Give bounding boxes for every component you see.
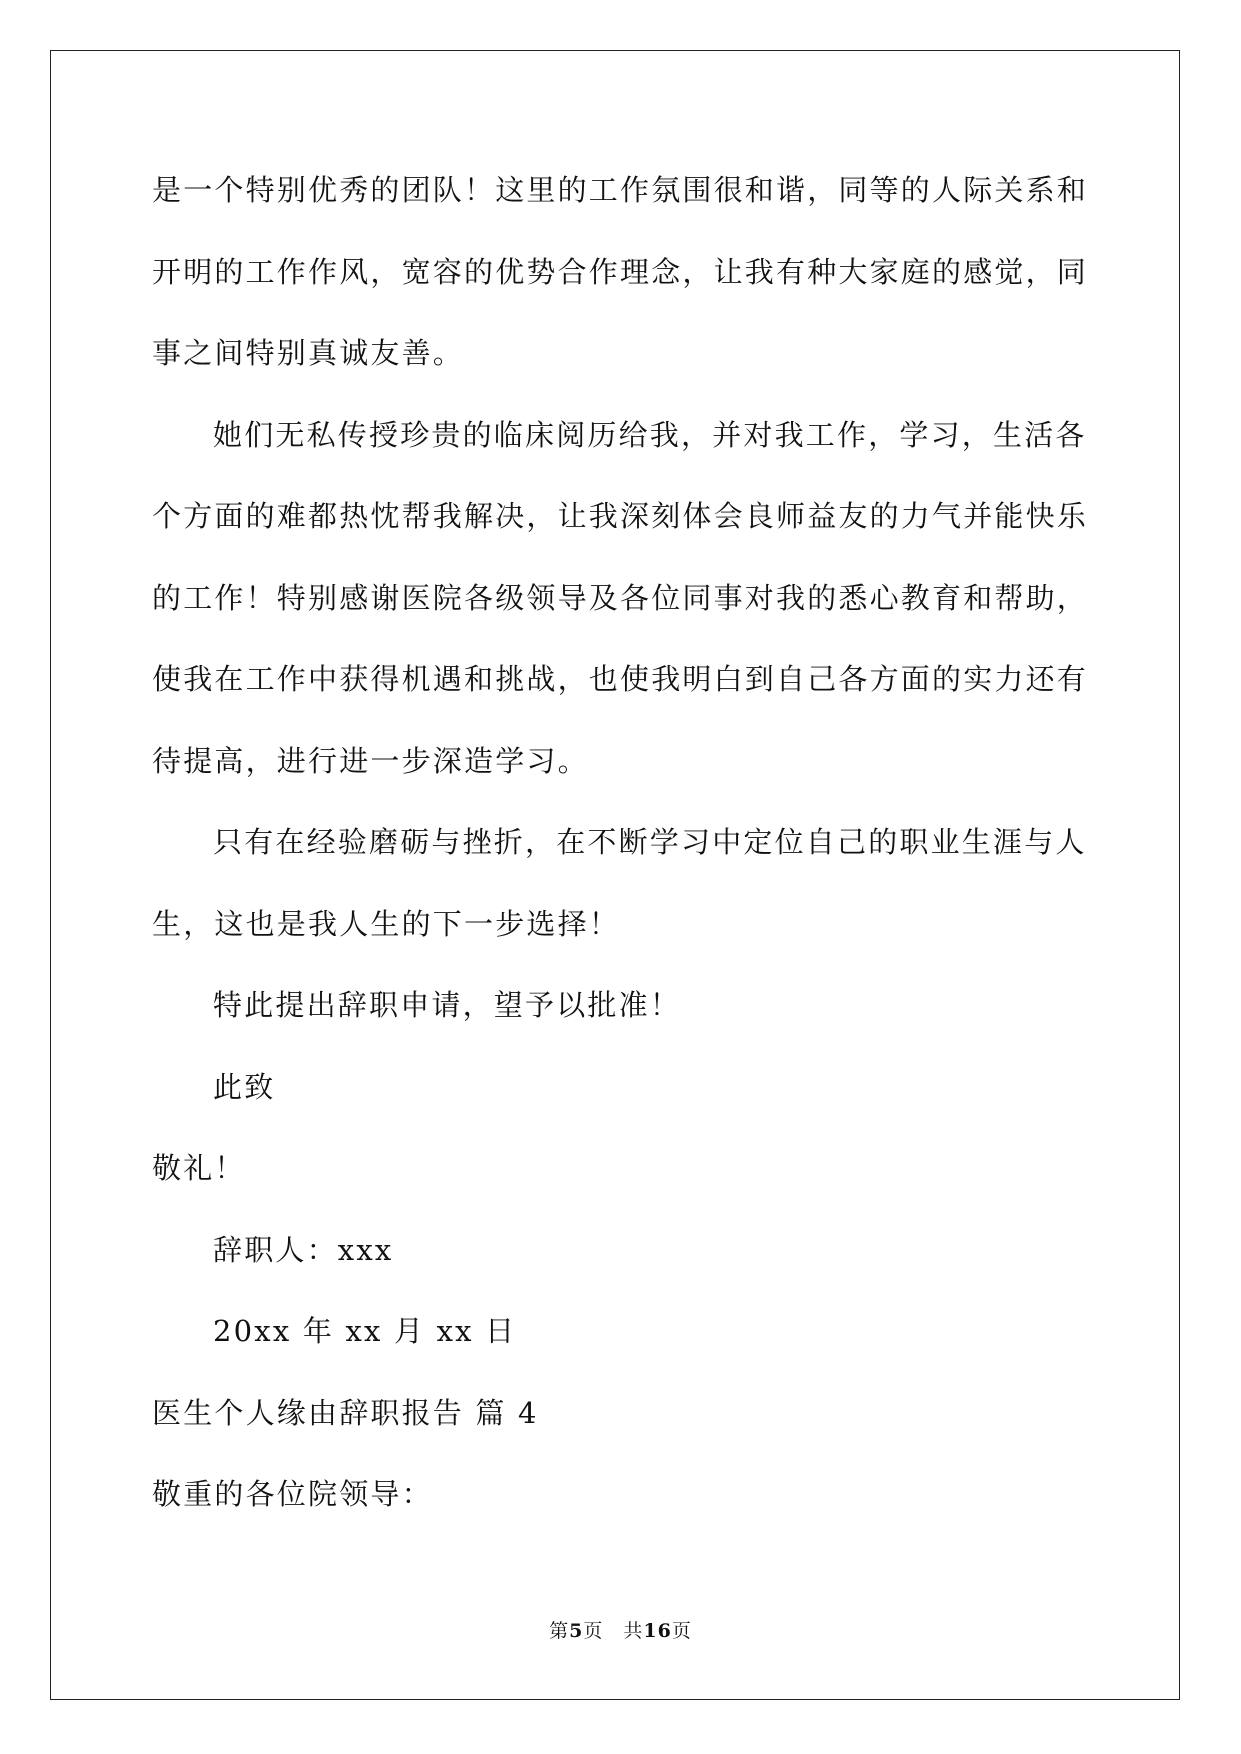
text-line-5: 个方面的难都热忱帮我解决，让我深刻体会良师益友的力气并能快乐 xyxy=(152,499,1089,533)
footer-page-suffix: 页 xyxy=(583,1620,604,1642)
text-line-2: 开明的工作作风，宽容的优势合作理念，让我有种大家庭的感觉，同 xyxy=(152,254,1089,289)
footer-prefix: 第 xyxy=(549,1620,570,1642)
text-line-11: 特此提出辞职申请，望予以批准！ xyxy=(213,988,682,1022)
signature-line: 辞职人：xxx xyxy=(213,1232,394,1267)
footer-total-prefix: 共 xyxy=(623,1620,644,1642)
document-body xyxy=(152,162,1089,1548)
salutation-regards: 敬礼！ xyxy=(152,1151,246,1185)
text-line-7: 使我在工作中获得机遇和挑战，也使我明白到自己各方面的实力还有 xyxy=(152,662,1089,696)
footer-total-suffix: 页 xyxy=(671,1620,692,1642)
text-line-1: 是一个特别优秀的团队！这里的工作氛围很和谐，同等的人际关系和 xyxy=(152,173,1089,207)
salutation-closing: 此致 xyxy=(213,1069,276,1104)
text-line-6: 的工作！特别感谢医院各级领导及各位同事对我的悉心教育和帮助， xyxy=(152,580,1089,615)
date-line: 20xx 年 xx 月 xx 日 xyxy=(213,1314,517,1348)
page-footer xyxy=(0,1616,1241,1643)
text-line-4: 她们无私传授珍贵的临床阅历给我，并对我工作，学习，生活各 xyxy=(213,417,1087,452)
text-line-8: 待提高，进行进一步深造学习。 xyxy=(152,743,589,778)
text-line-9: 只有在经验磨砺与挫折，在不断学习中定位自己的职业生涯与人 xyxy=(213,825,1087,859)
greeting-line: 敬重的各位院领导： xyxy=(152,1477,433,1511)
footer-page-number: 5 xyxy=(569,1620,584,1642)
section-title: 医生个人缘由辞职报告 篇 4 xyxy=(152,1395,539,1430)
text-line-3: 事之间特别真诚友善。 xyxy=(152,336,465,370)
text-line-10: 生，这也是我人生的下一步选择！ xyxy=(152,906,621,941)
footer-total-pages: 16 xyxy=(643,1620,672,1642)
